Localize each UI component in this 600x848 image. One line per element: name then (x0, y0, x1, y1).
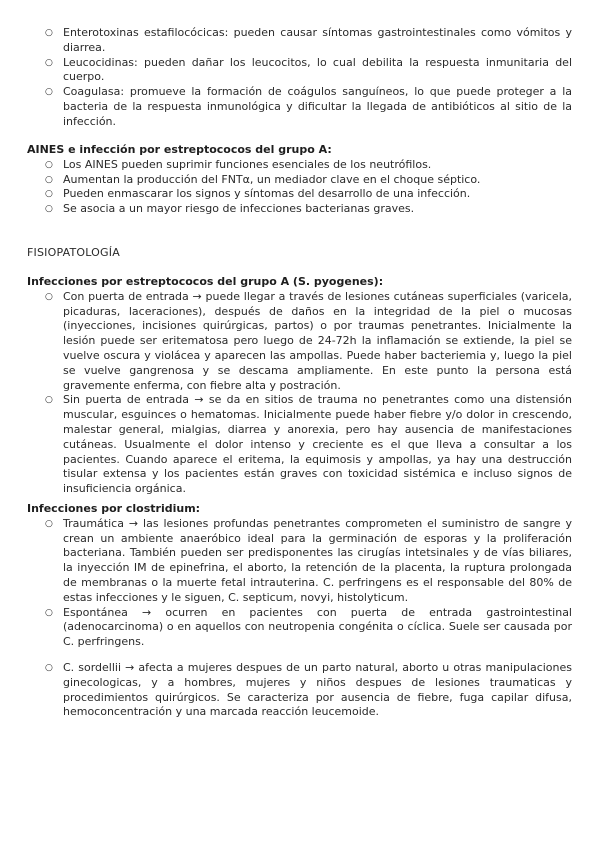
aines-list (27, 158, 572, 217)
list-item: ○ Coagulasa: promueve la formación de coágulos sanguíneos, lo que puede proteger a la bacteria de la respuesta inmunológica y dificultar la llegada de antibióticos al sitio de la infección. (27, 85, 572, 129)
sordellii-section (27, 661, 572, 720)
list-item: ○ Leucocidinas: pueden dañar los leucocitos, lo cual debilita la respuesta inmunitaria del cuerpo. (27, 56, 572, 86)
list-item: ○ Se asocia a un mayor riesgo de infecciones bacterianas graves. (27, 202, 572, 217)
fisiopatologia-section (27, 246, 572, 261)
toxins-list-section (27, 26, 572, 130)
list-item: ○ Con puerta de entrada → puede llegar a través de lesiones cutáneas superficiales (varicela, picaduras, laceraciones), después de daños en la integridad de la piel o mucosas (inyecciones, incisiones quirúrgicas, partos) o por traumas penetrantes. Inicialmente la lesión puede ser eritematosa pero luego de 24-72h la inflamación se extiende, la piel se vuelve oscura y violácea y aparecen las ampollas. Puede haber bacteriemia y, luego la piel se vuelve gangrenosa y se descama ampliamente. En este punto la persona está gravemente enferma, con fiebre alta y postración. (27, 290, 572, 394)
strep-list (27, 290, 572, 497)
list-item: ○ Pueden enmascarar los signos y síntomas del desarrollo de una infección. (27, 187, 572, 202)
clostridium-list (27, 517, 572, 650)
list-item: ○ Sin puerta de entrada → se da en sitios de trauma no penetrantes como una distensión muscular, esguinces o hematomas. Inicialmente puede haber fiebre y/o dolor in crescendo, malestar general, mialgias, diarrea y anorexia, pero hay ausencia de manifestaciones cutáneas. Usualmente el dolor intenso y creciente es el que lleva a consultar a los pacientes. Cuando aparece el eritema, la equimosis y ampollas, ya hay una destrucción tisular extensa y los pacientes están graves con toxicidad sistémica e incluso signos de insuficiencia orgánica. (27, 393, 572, 497)
aines-heading: AINES e infección por estreptococos del grupo A: (27, 143, 332, 156)
section-title: FISIOPATOLOGÍA (27, 246, 120, 259)
strep-section (27, 275, 572, 497)
list-item: ○ Aumentan la producción del FNTα, un mediador clave en el choque séptico. (27, 173, 572, 188)
sordellii-list (27, 661, 572, 720)
clostridium-heading: Infecciones por clostridium: (27, 502, 201, 515)
strep-heading: Infecciones por estreptococos del grupo A (S. pyogenes): (27, 275, 384, 288)
toxins-list (27, 26, 572, 130)
list-item: ○ C. sordellii → afecta a mujeres despues de un parto natural, aborto u otras manipulaciones ginecologicas, y a hombres, mujeres y niños despues de lesiones traumaticas y procedimientos quirúrgicos. Se caracteriza por ausencia de fiebre, fuga capilar difusa, hemoconcentración y una marcada reacción leucemoide. (27, 661, 572, 720)
list-item: ○ Los AINES pueden suprimir funciones esenciales de los neutrófilos. (27, 158, 572, 173)
clostridium-section (27, 502, 572, 650)
list-item: ○ Enterotoxinas estafilocócicas: pueden causar síntomas gastrointestinales como vómitos y diarrea. (27, 26, 572, 56)
aines-section (27, 143, 572, 217)
list-item: ○ Traumática → las lesiones profundas penetrantes comprometen el suministro de sangre y crean un ambiente anaeróbico ideal para la germinación de esporas y la proliferación bacteriana. También pueden ser predisponentes las cirugías intetsinales y de vías biliares, la inyección IM de epinefrina, el aborto, la retención de la placenta, la ruptura prolongada de membranas o la muerte fetal intrauterina. C. perfringens es el responsable del 80% de estas infecciones y le siguen, C. septicum, novyi, histolyticum. (27, 517, 572, 606)
list-item: ○ Espontánea → ocurren en pacientes con puerta de entrada gastrointestinal (adenocarcinoma) o en aquellos con neutropenia congénita o cíclica. Suele ser causada por C. perfringens. (27, 606, 572, 650)
